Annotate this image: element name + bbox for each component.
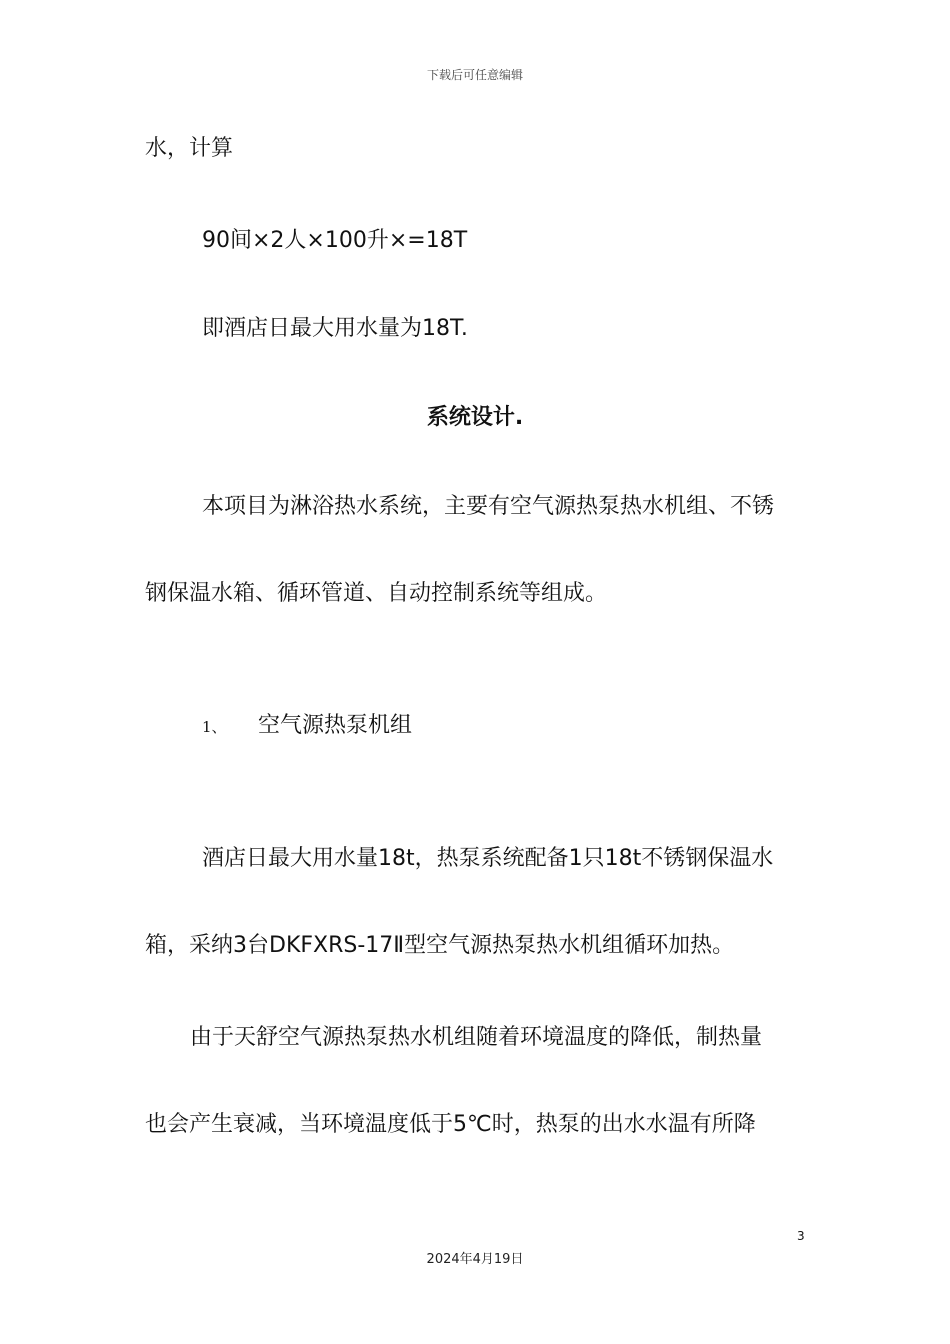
page-header: 下载后可任意编辑 (426, 68, 523, 82)
paragraph-line: 也会产生衰减，当环境温度低于5℃时，热泵的出水水温有所降 (145, 1112, 756, 1137)
list-item (202, 711, 412, 742)
section-title: 系统设计. (426, 405, 524, 430)
intro-line: 钢保温水箱、循环管道、自动控制系统等组成。 (145, 581, 608, 606)
max-usage-line: 即酒店日最大用水量为18T. (202, 316, 468, 341)
body-line: 水，计算 (145, 136, 234, 161)
list-item-title: 空气源热泵机组 (258, 713, 413, 738)
intro-line: 本项目为淋浴热水系统，主要有空气源热泵热水机组、不锈 (202, 494, 775, 519)
list-item-number: 1、 (202, 718, 227, 736)
page-number: 3 (797, 1229, 805, 1243)
formula-line: 90间×2人×100升×=18T (202, 228, 468, 253)
paragraph-line: 由于天舒空气源热泵热水机组随着环境温度的降低，制热量 (190, 1025, 763, 1050)
paragraph-line: 箱，采纳3台DKFXRS-17Ⅱ型空气源热泵热水机组循环加热。 (145, 933, 735, 958)
page-footer-date: 2024年4月19日 (426, 1252, 524, 1267)
paragraph-line: 酒店日最大用水量18t，热泵系统配备1只18t不锈钢保温水 (202, 846, 774, 871)
